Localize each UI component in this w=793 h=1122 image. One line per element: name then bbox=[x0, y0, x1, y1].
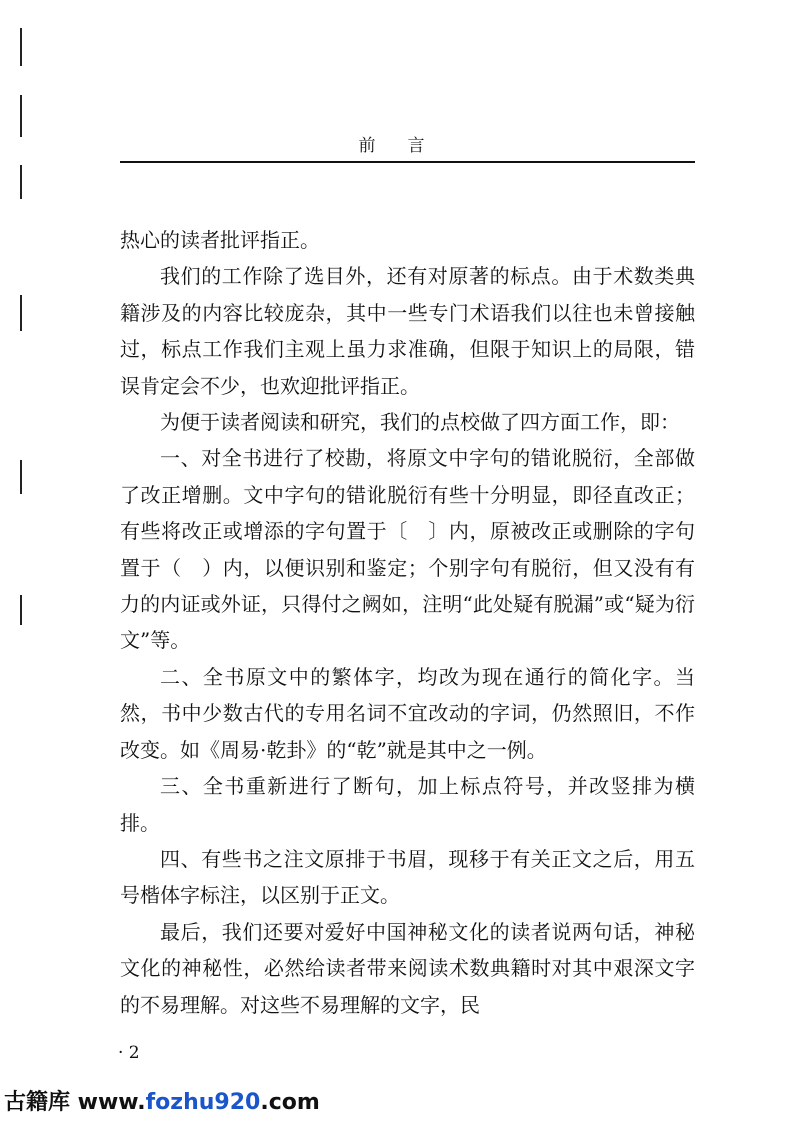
paragraph: 为便于读者阅读和研究，我们的点校做了四方面工作，即： bbox=[160, 410, 680, 435]
page-number: · 2 bbox=[118, 1043, 140, 1063]
body-text bbox=[120, 222, 695, 1023]
paragraph: 一、对全书进行了校勘，将原文中字句的错讹脱衍，全部做了改正增删。文中字句的错讹脱衍有些十分明显，即径直改正；有些将改正或增添的字句置于〔 〕内，原被改正或删除的字句置于（ ）内，以便识别和鉴定；个别字句有脱衍，但又没有有力的内证或外证，只得付之阙如，注明“此处疑有脱漏”或“疑为衍文”等。 bbox=[120, 446, 695, 653]
running-header: 前言 bbox=[120, 133, 695, 163]
paragraph: 我们的工作除了选目外，还有对原著的标点。由于术数类典籍涉及的内容比较庞杂，其中一些专门术语我们以往也未曾接触过，标点工作我们主观上虽力求准确，但限于知识上的局限，错误肯定会不少，也欢迎批评指正。 bbox=[120, 264, 695, 398]
paragraph: 二、全书原文中的繁体字，均改为现在通行的简化字。当然，书中少数古代的专用名词不宜改动的字词，仍然照旧，不作改变。如《周易·乾卦》的“乾”就是其中之一例。 bbox=[120, 664, 695, 762]
watermark-domain: fozhu920 bbox=[145, 1090, 261, 1115]
site-watermark bbox=[4, 1085, 320, 1116]
paragraph: 最后，我们还要对爱好中国神秘文化的读者说两句话，神秘文化的神秘性，必然给读者带来阅读术数典籍时对其中艰深文字的不易理解。对这些不易理解的文字，民 bbox=[120, 919, 695, 1017]
binding-edge-mark bbox=[20, 295, 22, 331]
binding-edge-mark bbox=[20, 460, 22, 494]
watermark-suffix: .com bbox=[260, 1090, 320, 1115]
paragraph: 热心的读者批评指正。 bbox=[120, 228, 320, 252]
binding-edge-mark bbox=[20, 95, 22, 137]
binding-edge-mark bbox=[20, 28, 22, 66]
binding-edge-mark bbox=[20, 165, 22, 199]
paragraph: 四、有些书之注文原排于书眉，现移于有关正文之后，用五号楷体字标注，以区别于正文。 bbox=[120, 846, 695, 908]
watermark-prefix: 古籍库 www. bbox=[4, 1090, 146, 1115]
paragraph: 三、全书重新进行了断句，加上标点符号，并改竖排为横排。 bbox=[120, 774, 695, 835]
binding-edge-mark bbox=[20, 595, 22, 625]
